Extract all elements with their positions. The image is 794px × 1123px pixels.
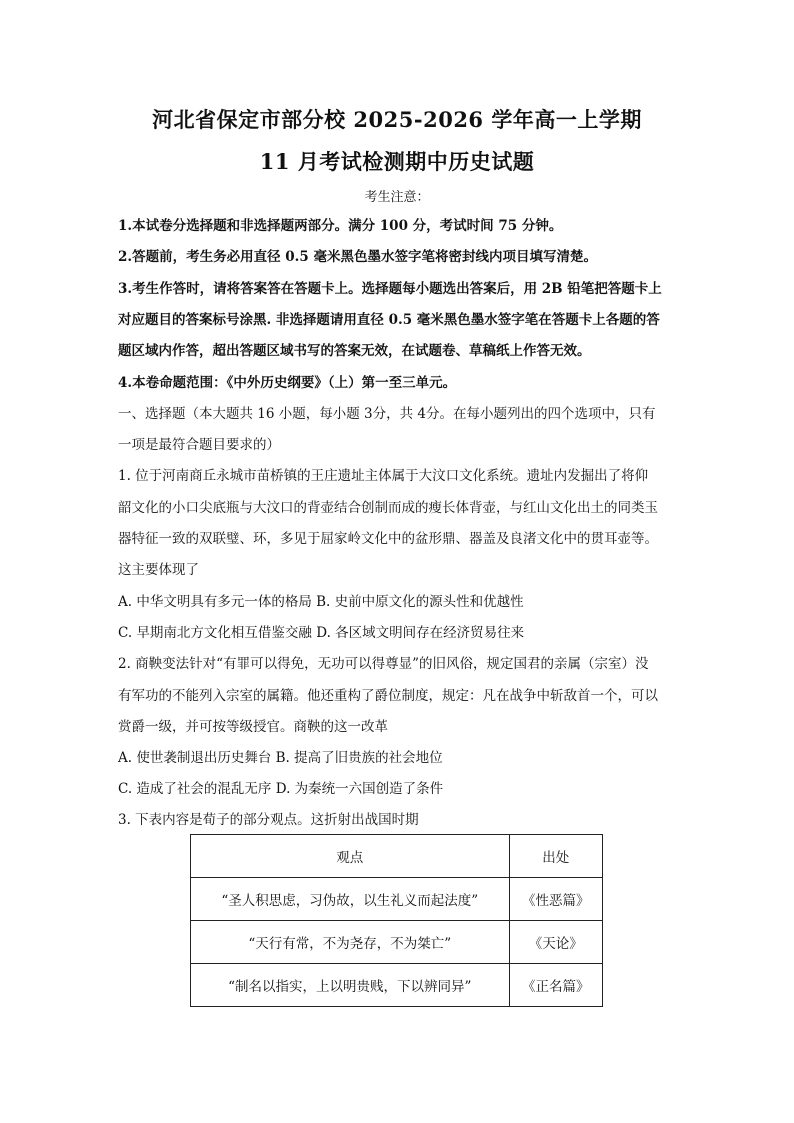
table-row bbox=[191, 878, 603, 921]
question-3-stem: 3. 下表内容是荀子的部分观点。这折射出战国时期 bbox=[118, 812, 419, 828]
table-cell-view: “圣人积思虑，习伪故，以生礼义而起法度” bbox=[191, 878, 510, 921]
question-1-stem: 韶文化的小口尖底瓶与大汶口的背壶结合创制而成的瘦长体背壶，与红山文化出土的同类玉 bbox=[118, 500, 658, 516]
table-header-cell: 观点 bbox=[191, 835, 510, 878]
notice-item: 2.答题前，考生务必用直径 0.5 毫米黑色墨水签字笔将密封线内项目填写清楚。 bbox=[118, 249, 597, 265]
question-1-stem: 1. 位于河南商丘永城市苗桥镇的王庄遗址主体属于大汶口文化系统。遗址内发掘出了将仰 bbox=[118, 468, 649, 484]
exam-title-line1: 河北省保定市部分校 2025-2026 学年高一上学期 bbox=[152, 107, 642, 132]
question-2-options: A. 使世袭制退出历史舞台 B. 提高了旧贵族的社会地位 bbox=[118, 750, 443, 766]
question-1-options: C. 早期南北方文化相互借鉴交融 D. 各区域文明间存在经济贸易往来 bbox=[118, 625, 525, 641]
table-cell-source: 《天论》 bbox=[509, 921, 602, 964]
table-cell-view: “制名以指实，上以明贵贱，下以辨同异” bbox=[191, 964, 510, 1007]
notice-heading: 考生注意： bbox=[364, 190, 430, 205]
question-1-options: A. 中华文明具有多元一体的格局 B. 史前中原文化的源头性和优越性 bbox=[118, 594, 524, 610]
table-row bbox=[191, 921, 603, 964]
table-cell-source: 《性恶篇》 bbox=[509, 878, 602, 921]
question-1-stem: 这主要体现了 bbox=[118, 562, 199, 578]
question-2-options: C. 造成了社会的混乱无序 D. 为秦统一六国创造了条件 bbox=[118, 781, 444, 797]
xunzi-views-table bbox=[190, 834, 603, 1007]
question-2-stem: 有军功的不能列入宗室的属籍。他还重构了爵位制度，规定：凡在战争中斩敌首一个，可以 bbox=[118, 688, 658, 704]
table-cell-view: “天行有常，不为尧存，不为桀亡” bbox=[191, 921, 510, 964]
table-cell-source: 《正名篇》 bbox=[509, 964, 602, 1007]
section-intro: 一项是最符合题目要求的） bbox=[118, 437, 280, 453]
notice-item: 4.本卷命题范围：《中外历史纲要》（上）第一至三单元。 bbox=[118, 375, 457, 391]
section-intro: 一、选择题（本大题共 16 小题，每小题 3分，共 4分。在每小题列出的四个选项中，只有 bbox=[118, 406, 656, 422]
table-header-cell: 出处 bbox=[509, 835, 602, 878]
question-2-stem: 赏爵一级，并可按等级授官。商鞅的这一改革 bbox=[118, 719, 388, 735]
notice-item: 对应题目的答案标号涂黑. 非选择题请用直径 0.5 毫米黑色墨水签字笔在答题卡上各题的答 bbox=[118, 312, 660, 328]
notice-item: 题区域内作答，超出答题区域书写的答案无效，在试题卷、草稿纸上作答无效。 bbox=[118, 343, 591, 359]
question-1-stem: 器特征一致的双联璧、环，多见于屈家岭文化中的盆形鼎、器盖及良渚文化中的贯耳壶等。 bbox=[118, 531, 658, 547]
exam-title-line2: 11 月考试检测期中历史试题 bbox=[259, 149, 535, 174]
question-2-stem: 2. 商鞅变法针对“有罪可以得免，无功可以得尊显”的旧风俗，规定国君的亲属（宗室）没 bbox=[118, 656, 649, 672]
notice-item: 1.本试卷分选择题和非选择题两部分。满分 100 分，考试时间 75 分钟。 bbox=[118, 218, 563, 234]
notice-item: 3.考生作答时，请将答案答在答题卡上。选择题每小题选出答案后，用 2B 铅笔把答题卡上 bbox=[118, 281, 662, 297]
table-row bbox=[191, 964, 603, 1007]
table-header-row bbox=[191, 835, 603, 878]
